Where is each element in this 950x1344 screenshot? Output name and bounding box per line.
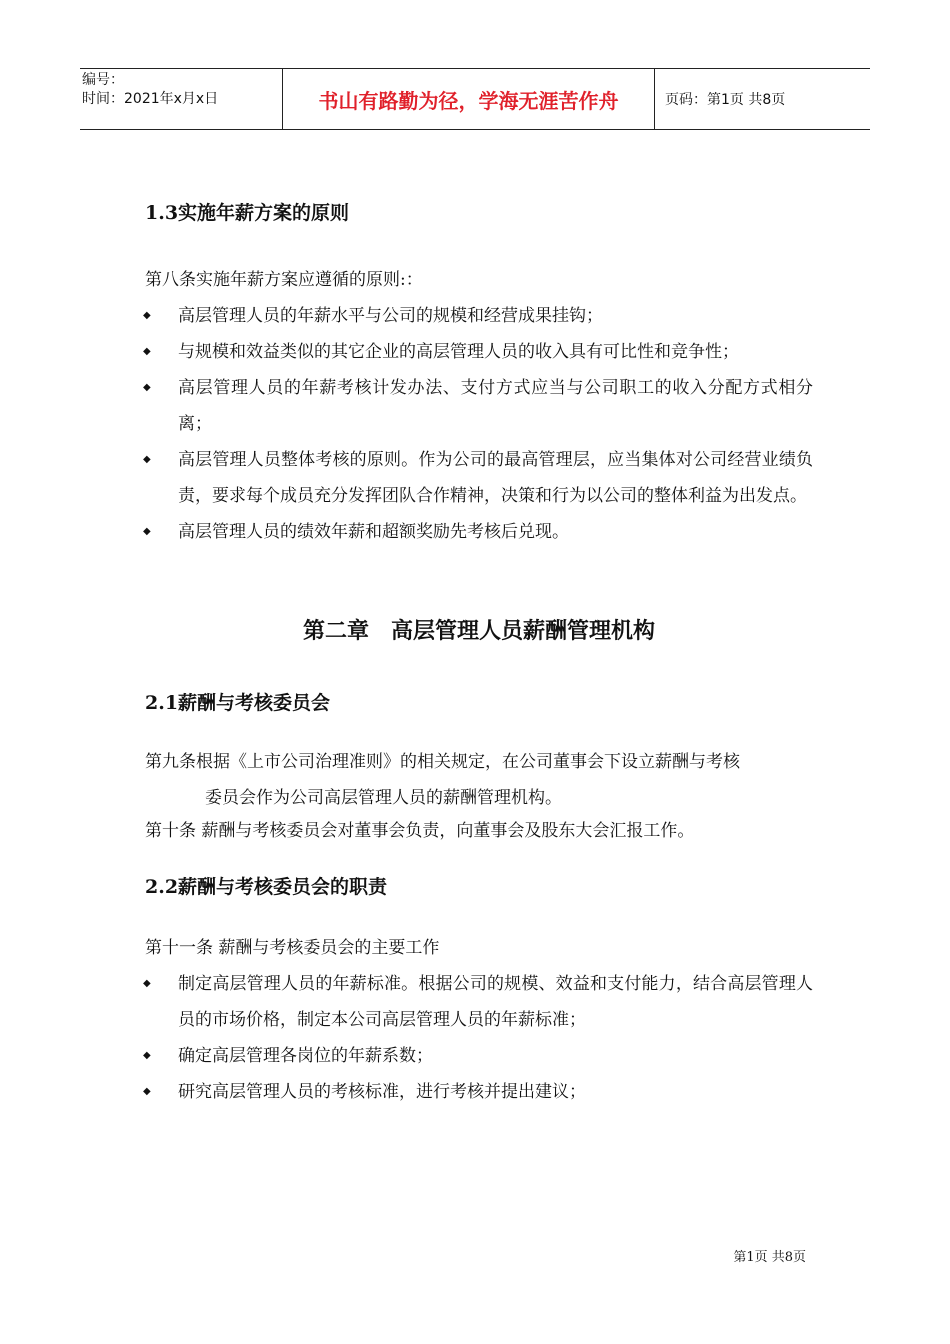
diamond-bullet-icon: ◆ [143,346,151,357]
section-title-1-3: 1.3实施年薪方案的原则 [145,202,350,224]
diamond-bullet-icon: ◆ [143,1086,151,1097]
list-item: ◆ 高层管理人员的绩效年薪和超额奖励先考核后兑现。 [145,514,813,550]
article-9-line-2: 委员会作为公司高层管理人员的薪酬管理机构。 [205,788,562,808]
section-title-2-1: 2.1薪酬与考核委员会 [145,692,331,714]
header-meta [80,69,282,129]
header-motto: 书山有路勤为径，学海无涯苦作舟 [282,69,655,129]
page-footer: 第1页 共8页 [733,1250,806,1265]
document-date: 时间：2021年x月x日 [82,91,219,107]
list-item: ◆ 与规模和效益类似的其它企业的高层管理人员的收入具有可比性和竞争性； [145,334,813,370]
diamond-bullet-icon: ◆ [143,978,151,989]
header-page-info: 页码：第1页 共8页 [665,92,786,108]
diamond-bullet-icon: ◆ [143,454,151,465]
list-item: ◆ 制定高层管理人员的年薪标准。根据公司的规模、效益和支付能力，结合高层管理人员的市场价格，制定本公司高层管理人员的年薪标准； [145,966,813,1038]
article-11-intro: 第十一条 薪酬与考核委员会的主要工作 [145,938,440,958]
section-title-2-2: 2.2薪酬与考核委员会的职责 [145,876,388,898]
principles-list [145,298,813,550]
list-item: ◆ 高层管理人员的年薪考核计发办法、支付方式应当与公司职工的收入分配方式相分离； [145,370,813,442]
diamond-bullet-icon: ◆ [143,1050,151,1061]
chapter-title: 第二章 高层管理人员薪酬管理机构 [302,618,655,644]
diamond-bullet-icon: ◆ [143,382,151,393]
document-body [145,200,813,1110]
document-number-label: 编号： [82,72,124,88]
committee-duties-list [145,966,813,1110]
article-9-line-1: 第九条根据《上市公司治理准则》的相关规定，在公司董事会下设立薪酬与考核 [145,752,740,772]
article-8-intro: 第八条实施年薪方案应遵循的原则:： [145,270,423,290]
list-item: ◆ 高层管理人员的年薪水平与公司的规模和经营成果挂钩； [145,298,813,334]
list-item: ◆ 确定高层管理各岗位的年薪系数； [145,1038,813,1074]
list-item: ◆ 高层管理人员整体考核的原则。作为公司的最高管理层，应当集体对公司经营业绩负责，要求每个成员充分发挥团队合作精神，决策和行为以公司的整体利益为出发点。 [145,442,813,514]
article-10: 第十条 薪酬与考核委员会对董事会负责，向董事会及股东大会汇报工作。 [145,821,695,841]
page-header [80,68,870,130]
diamond-bullet-icon: ◆ [143,526,151,537]
list-item: ◆ 研究高层管理人员的考核标准，进行考核并提出建议； [145,1074,813,1110]
diamond-bullet-icon: ◆ [143,310,151,321]
